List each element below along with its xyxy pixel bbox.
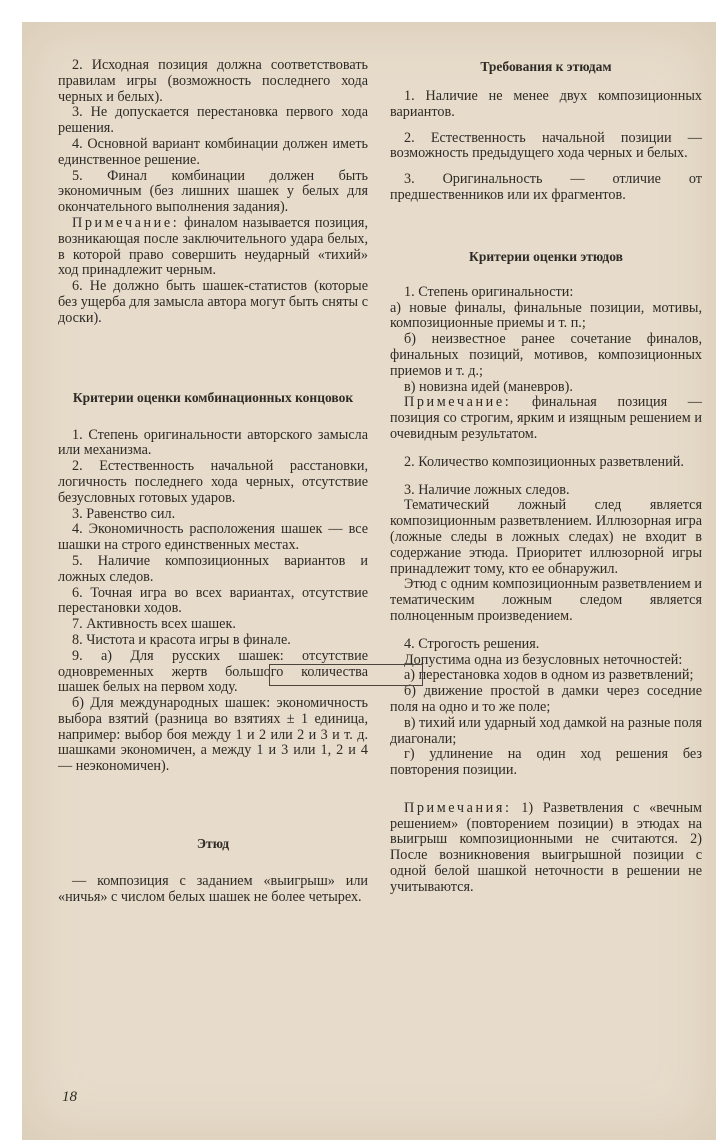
- right-column: [390, 22, 702, 896]
- note-text: финалом называется позиция, возникающая после заключительного удара белых, в которой право совершить неударный «тихий» ход принадлежит черным.: [58, 214, 368, 279]
- final-note-text: 1) Разветвления с «вечным решением» (повторением позиции) в этюдах на выигрыш композиционными не считаются. 2) После возникновения выигрышной позиции с одной белой шашкой неточности в решении не учитываются.: [390, 799, 702, 895]
- combo-item-6: 6. Точная игра во всех вариантах, отсутствие перестановки ходов.: [58, 584, 368, 617]
- combo-item-2: 2. Естественность начальной расстановки, логичность последнего хода черных, отсутствие безусловных готовых ударов.: [58, 458, 368, 506]
- book-page: [22, 22, 716, 1140]
- requirement-1: 1. Наличие не менее двух композиционных вариантов.: [390, 88, 702, 120]
- criterion-1-note: [390, 395, 702, 442]
- criterion-4d: г) удлинение на один ход решения без повторения позиции.: [390, 746, 702, 779]
- criterion-1b: б) неизвестное ранее сочетание финалов, финальных позиций, мотивов, композиционных приемов и т. д.;: [390, 331, 702, 379]
- intro-item-5: 5. Финал комбинации должен быть экономичным (без лишних шашек у белых для окончательного выполнения задания).: [58, 167, 368, 216]
- combo-item-4: 4. Экономичность расположения шашек — все шашки на строго единственных местах.: [58, 521, 368, 554]
- criterion-4-title: 4. Строгость решения.: [404, 635, 540, 652]
- criterion-1-note-label: Примечание:: [404, 394, 512, 411]
- etude-definition: — композиция с заданием «выигрыш» или «ничья» с числом белых шашек не более четырех.: [58, 873, 368, 905]
- combo-item-7: 7. Активность всех шашек.: [72, 616, 236, 633]
- criterion-1-note-text: финальная позиция — позиция со строгим, ярким и изящным решением и очевидным результатом.: [390, 394, 702, 442]
- final-note-label: Примечания:: [404, 799, 512, 816]
- intro-item-2: 2. Исходная позиция должна соответствовать правилам игры (возможность последнего хода черных и белых).: [58, 57, 368, 105]
- note-label: Примечание:: [72, 214, 180, 231]
- note-paragraph: [58, 216, 368, 279]
- combo-item-3: 3. Равенство сил.: [72, 505, 176, 522]
- criterion-4a: а) перестановка ходов в одном из разветвлений;: [404, 667, 694, 684]
- requirements-heading: Требования к этюдам: [480, 59, 612, 74]
- requirement-3: 3. Оригинальность — отличие от предшественников или их фрагментов.: [390, 171, 702, 203]
- intro-item-4: 4. Основной вариант комбинации должен иметь единственное решение.: [58, 135, 368, 168]
- combo-heading: Критерии оценки комбинационных концовок: [72, 389, 354, 405]
- intro-item-3: 3. Не допускается перестановка первого хода решения.: [58, 104, 368, 137]
- criterion-1-title: 1. Степень оригинальности:: [404, 283, 574, 300]
- criterion-1c: в) новизна идей (маневров).: [404, 378, 573, 395]
- criterion-3-extra: Этюд с одним композиционным разветвлением и тематическим ложным следом является полноценным произведением.: [390, 576, 702, 624]
- page-number: 18: [62, 1089, 77, 1105]
- left-column: [58, 22, 368, 906]
- criterion-1a: а) новые финалы, финальные позиции, мотивы, композиционные приемы и т. п.;: [390, 299, 702, 332]
- intro-item-6: 6. Не должно быть шашек-статистов (которые без ущерба для замысла автора могут быть сняты с доски).: [58, 278, 368, 326]
- criterion-4b: б) движение простой в дамки через соседние поля на одно и то же поле;: [390, 683, 702, 715]
- combo-item-9a: 9. а) Для русских шашек: отсутствие одновременных жертв большого количества шашек белых на первом ходу.: [58, 647, 368, 696]
- criterion-4-intro: Допустима одна из безусловных неточностей:: [404, 651, 683, 668]
- etude-heading: Этюд: [196, 836, 230, 852]
- combo-item-5: 5. Наличие композиционных вариантов и ложных следов.: [58, 552, 368, 585]
- criteria-heading: Критерии оценки этюдов: [469, 248, 623, 264]
- combo-item-8: 8. Чистота и красота игры в финале.: [72, 631, 291, 648]
- combo-item-1: 1. Степень оригинальности авторского замысла или механизма.: [58, 426, 368, 459]
- combo-item-9b: б) Для международных шашек: экономичность выбора взятий (разница во взятиях ± 1 единица, например: выбор боя между 1 и 2 или 2 и 3 и т. д. шашками экономичен, а между 1 и 3 или 1, 2 и 4 — неэкономичен).: [58, 695, 368, 775]
- criterion-4c: в) тихий или ударный ход дамкой на разные поля диагонали;: [390, 714, 702, 747]
- criterion-2: 2. Количество композиционных разветвлений.: [404, 453, 684, 470]
- criterion-3-title: 3. Наличие ложных следов.: [404, 481, 570, 498]
- requirement-2: 2. Естественность начальной позиции — возможность предыдущего хода черных и белых.: [390, 129, 702, 162]
- final-note: [390, 801, 702, 896]
- criterion-3-text: Тематический ложный след является композиционным разветвлением. Иллюзорная игра (ложные следы в ложных следах) не входит в содержание этюда. Приоритет иллюзорной игры принадлежит тому, кто ее обнаружил.: [390, 497, 702, 577]
